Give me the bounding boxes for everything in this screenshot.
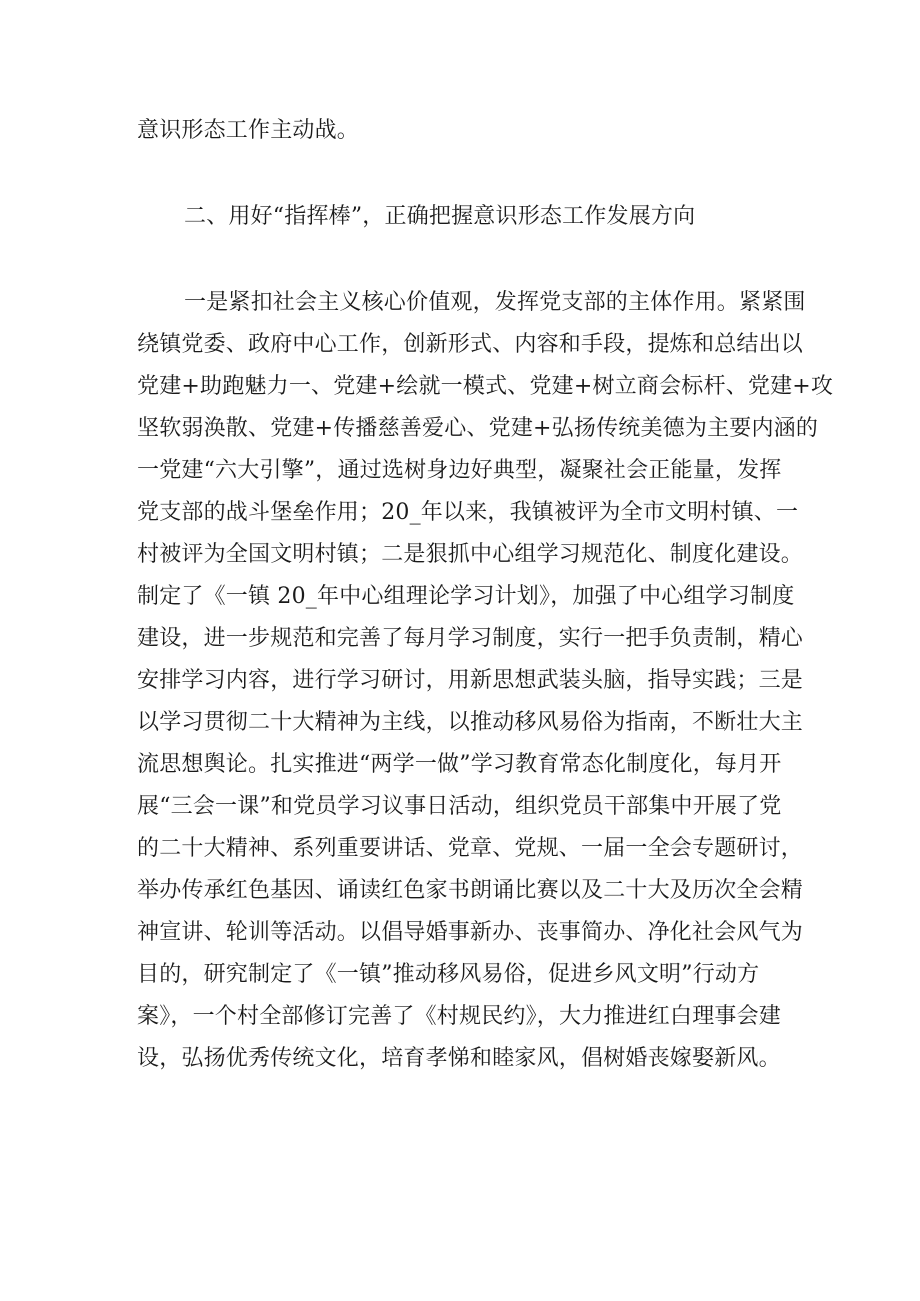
paragraph-line: 展“三会一课”和党员学习议事日活动，组织党员干部集中开展了党 [137,794,782,819]
paragraph-line: 坚软弱涣散、党建+传播慈善爱心、党建+弘扬传统美德为主要内涵的 [137,416,819,441]
paragraph-line: 制定了《一镇 20_年中心组理论学习计划》，加强了中心组学习制度 [137,584,795,609]
paragraph-line: 以学习贯彻二十大精神为主线，以推动移风易俗为指南，不断壮大主 [137,710,804,735]
paragraph-line: 一党建“六大引擎”，通过选树身边好典型，凝聚社会正能量，发挥 [137,458,782,483]
paragraph-line: 神宣讲、轮训等活动。以倡导婚事新办、丧事简办、净化社会风气为 [137,920,804,945]
section-heading: 二、用好“指挥棒”，正确把握意识形态工作发展方向 [184,204,696,229]
paragraph-line: 党支部的战斗堡垒作用；20_年以来，我镇被评为全市文明村镇、一 [137,500,799,525]
paragraph-line: 的二十大精神、系列重要讲话、党章、党规、一届一全会专题研讨， [137,836,804,861]
paragraph-line: 目的，研究制定了《一镇”推动移风易俗，促进乡风文明”行动方 [137,962,760,987]
paragraph-line: 安排学习内容，进行学习研讨，用新思想武装头脑，指导实践；三是 [137,668,804,693]
paragraph-line: 案》，一个村全部修订完善了《村规民约》，大力推进红白理事会建 [137,1004,782,1029]
paragraph-line: 流思想舆论。扎实推进“两学一做”学习教育常态化制度化，每月开 [137,752,782,777]
paragraph-line: 设，弘扬优秀传统文化，培育孝悌和睦家风，倡树婚丧嫁娶新风。 [137,1046,781,1071]
paragraph-line: 党建+助跑魅力一、党建+绘就一模式、党建+树立商会标杆、党建+攻 [137,374,834,399]
paragraph-line: 举办传承红色基因、诵读红色家书朗诵比赛以及二十大及历次全会精 [137,878,804,903]
paragraph-line: 一是紧扣社会主义核心价值观，发挥党支部的主体作用。紧紧围 [184,290,806,315]
lead-line: 意识形态工作主动战。 [137,118,360,143]
paragraph-line: 村被评为全国文明村镇；二是狠抓中心组学习规范化、制度化建设。 [137,542,804,567]
paragraph-line: 建设，进一步规范和完善了每月学习制度，实行一把手负责制，精心 [137,626,804,651]
paragraph-line: 绕镇党委、政府中心工作，创新形式、内容和手段，提炼和总结出以 [137,332,804,357]
